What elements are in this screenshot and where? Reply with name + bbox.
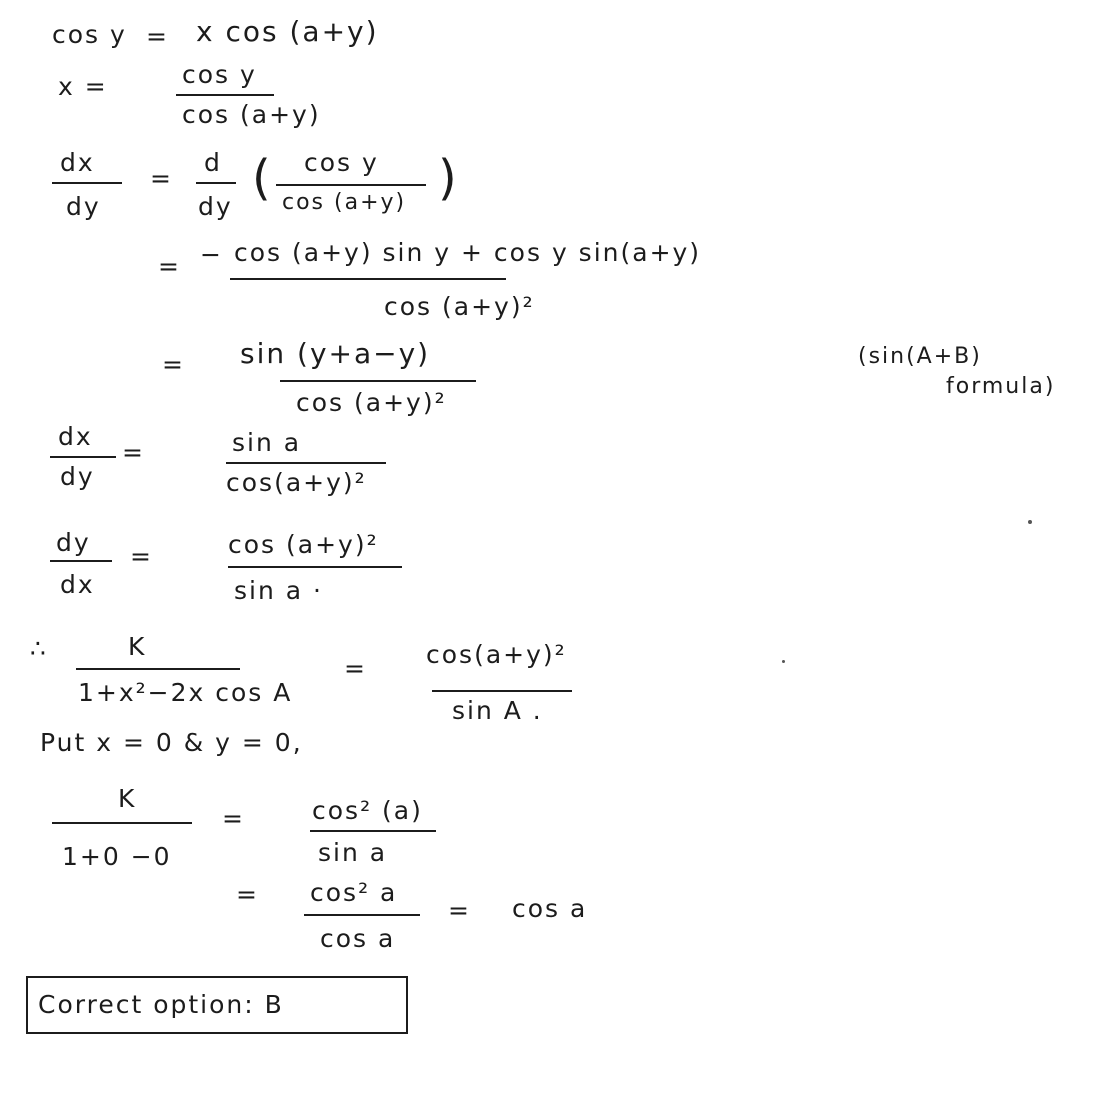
line11-equals-2: = <box>448 896 471 925</box>
line10-fraction-bar <box>52 822 192 824</box>
line6-lhs-bar <box>50 456 116 458</box>
line3-lhs-denominator: dy <box>66 192 101 221</box>
line11-result: cos a <box>512 894 588 923</box>
line1-lhs: cos y <box>52 20 127 49</box>
line3-d-bar <box>196 182 236 184</box>
therefore-symbol: ∴ <box>30 634 48 663</box>
line5-equals: = <box>162 350 185 379</box>
line3-lhs-numerator: dx <box>60 148 95 177</box>
line4-numerator: cos (a+y) sin y + cos y sin(a+y) <box>234 238 702 267</box>
line7-denominator: sin a · <box>234 576 323 605</box>
line5-numerator: sin (y+a−y) <box>240 337 431 370</box>
stray-mark <box>1028 520 1032 524</box>
line8-numerator: K <box>128 632 147 661</box>
line2-fraction-bar <box>176 94 274 96</box>
line7-lhs-numerator: dy <box>56 528 91 557</box>
line8-equals: = <box>344 654 367 683</box>
line6-fraction-bar <box>226 462 386 464</box>
line11-denominator: cos a <box>320 924 396 953</box>
line10-rhs-bar <box>310 830 436 832</box>
answer-box <box>26 976 408 1034</box>
stray-mark <box>782 660 785 663</box>
line10-denominator: 1+0 −0 <box>62 842 172 871</box>
line3-right-paren: ) <box>438 150 457 206</box>
line3-dy: dy <box>198 192 233 221</box>
line3-frac-denominator: cos (a+y) <box>282 190 407 215</box>
line6-equals: = <box>122 438 145 467</box>
line8-rhs-denominator: sin A . <box>452 696 543 725</box>
line3-frac-numerator: cos y <box>304 148 379 177</box>
line8-rhs-bar <box>432 690 572 692</box>
line10-equals: = <box>222 804 245 833</box>
line3-equals: = <box>150 164 173 193</box>
line6-denominator: cos(a+y)² <box>226 468 367 497</box>
line5-fraction-bar <box>280 380 476 382</box>
line4-minus-sign: − <box>200 240 223 269</box>
line4-equals: = <box>158 252 181 281</box>
line3-d: d <box>204 148 222 177</box>
line1-equals: = <box>146 22 169 51</box>
line3-lhs-bar <box>52 182 122 184</box>
line2-denominator: cos (a+y) <box>182 100 321 129</box>
line3-left-paren: ( <box>252 150 271 206</box>
line9-put-values: Put x = 0 & y = 0, <box>40 728 303 757</box>
line7-fraction-bar <box>228 566 402 568</box>
line6-lhs-denominator: dy <box>60 462 95 491</box>
line4-denominator: cos (a+y)² <box>384 292 535 321</box>
line10-numerator: K <box>118 784 137 813</box>
line6-numerator: sin a <box>232 428 302 457</box>
side-note-line2: formula) <box>946 374 1056 399</box>
line6-lhs-numerator: dx <box>58 422 93 451</box>
line3-frac-bar <box>276 184 426 186</box>
line11-equals: = <box>236 880 259 909</box>
line10-rhs-denominator: sin a <box>318 838 388 867</box>
line8-denominator: 1+x²−2x cos A <box>78 678 293 707</box>
line11-numerator: cos² a <box>310 878 398 907</box>
answer-text: Correct option: B <box>38 990 284 1019</box>
line7-lhs-denominator: dx <box>60 570 95 599</box>
line2-lhs: x = <box>58 72 108 101</box>
line8-fraction-bar <box>76 668 240 670</box>
line1-rhs: x cos (a+y) <box>196 15 379 48</box>
line11-fraction-bar <box>304 914 420 916</box>
line10-rhs-numerator: cos² (a) <box>312 796 423 825</box>
line5-denominator: cos (a+y)² <box>296 388 447 417</box>
line7-lhs-bar <box>50 560 112 562</box>
line2-numerator: cos y <box>182 60 257 89</box>
line8-rhs-numerator: cos(a+y)² <box>426 640 567 669</box>
side-note-line1: (sin(A+B) <box>858 344 982 369</box>
line7-numerator: cos (a+y)² <box>228 530 379 559</box>
line4-fraction-bar-underline <box>230 278 506 280</box>
line7-equals: = <box>130 542 153 571</box>
